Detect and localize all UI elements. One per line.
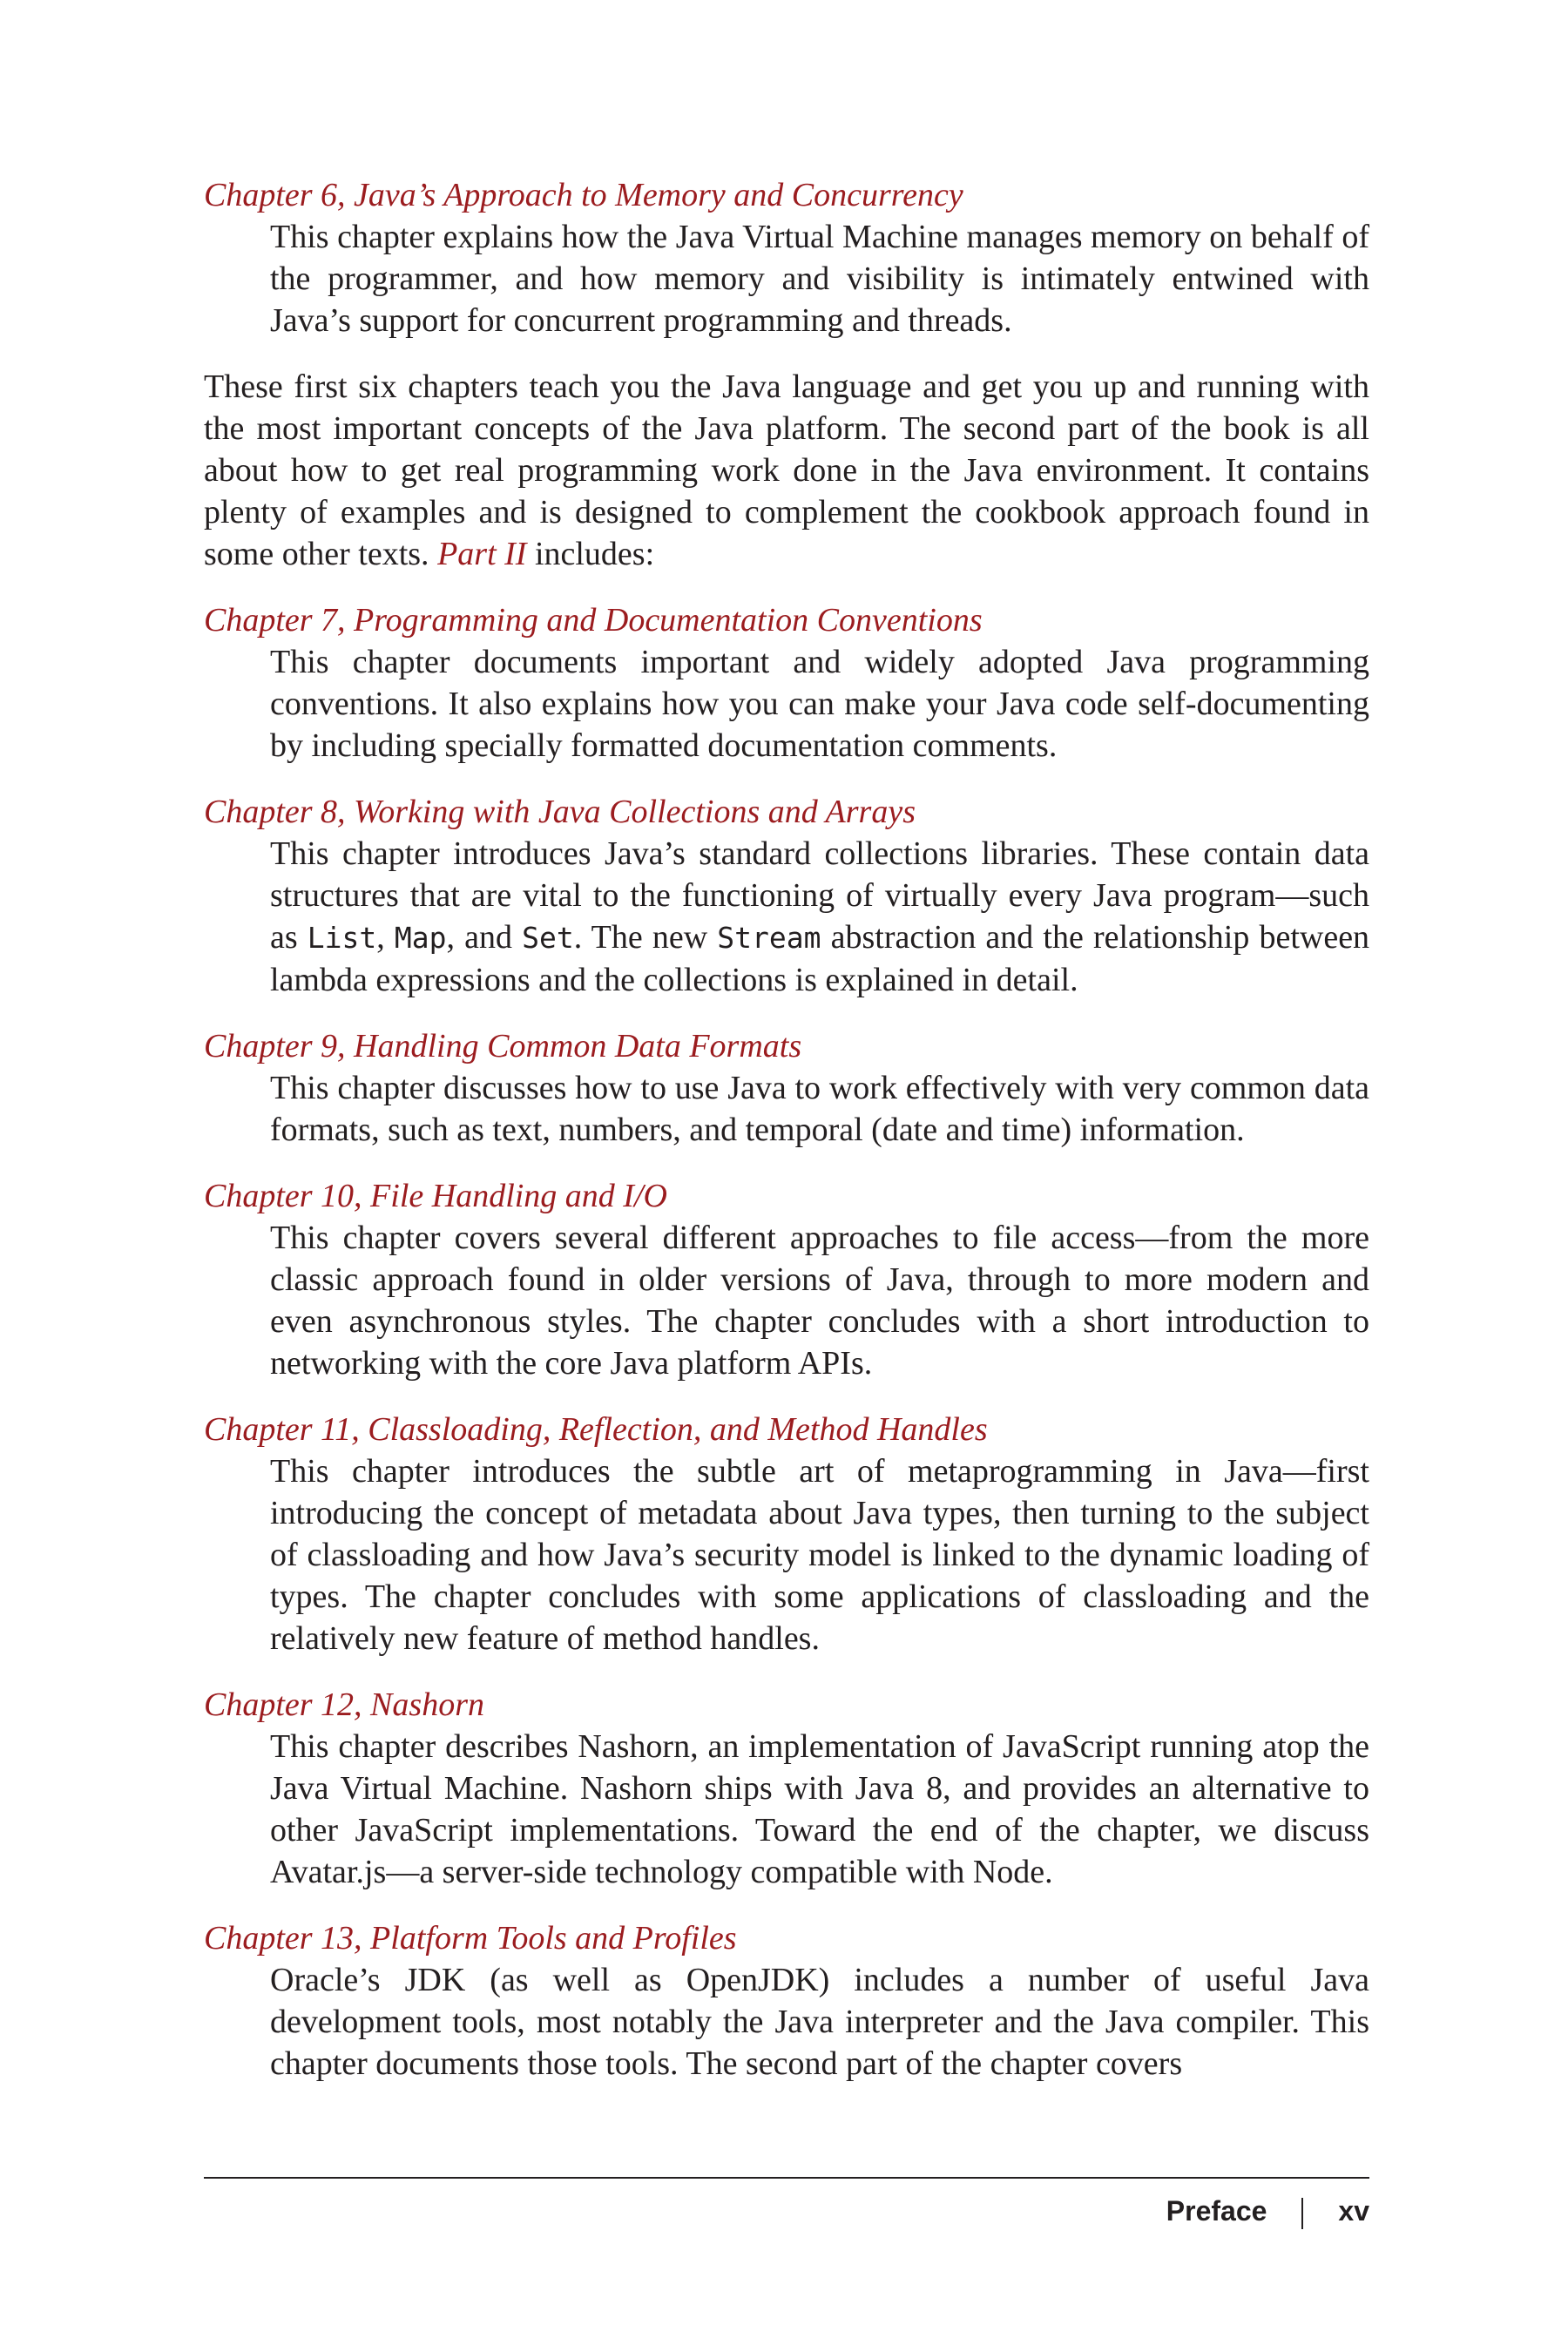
chapter-10-description: This chapter covers several different approaches to file access—from the more classic approach found in older versions of Java, through to more modern and even asynchronous styles. The chapter concludes with a short introduction to networking with the core Java platform APIs. <box>270 1220 1369 1382</box>
intro-paragraph <box>204 366 1369 575</box>
footer-section: Preface <box>1166 2195 1267 2227</box>
intro-tail: includes: <box>534 536 655 572</box>
chapter-8-description <box>270 833 1369 1001</box>
chapter-13-description: Oracle’s JDK (as well as OpenJDK) includes a number of useful Java development tools, most notably the Java interpreter and the Java compiler. This chapter documents those tools. The second part of the chapter covers <box>270 1962 1369 2082</box>
footer-separator <box>1301 2198 1303 2229</box>
code-list: List <box>307 921 377 955</box>
chapter-11-title[interactable]: Chapter 11, Classloading, Reflection, and Method Handles <box>204 1411 988 1448</box>
chapter-9-description: This chapter discusses how to use Java to work effectively with very common data formats, such as text, numbers, and temporal (date and time) information. <box>270 1070 1369 1148</box>
chapter-6-title[interactable]: Chapter 6, Java’s Approach to Memory and Concurrency <box>204 177 963 213</box>
chapter-8-sep1: , <box>376 919 385 956</box>
chapter-7-title[interactable]: Chapter 7, Programming and Documentation Conventions <box>204 602 983 639</box>
chapter-13-title[interactable]: Chapter 13, Platform Tools and Profiles <box>204 1920 737 1957</box>
code-map: Map <box>394 921 447 955</box>
chapter-8-desc-c: abstraction and the relationship between lambda expressions and the collections is explained in detail. <box>270 919 1370 998</box>
chapter-7-description: This chapter documents important and widely adopted Java programming conventions. It also explains how you can make your Java code self-documenting by including specially formatted documentation comments. <box>270 644 1369 764</box>
chapter-10-title[interactable]: Chapter 10, File Handling and I/O <box>204 1178 667 1214</box>
part-ii-link[interactable]: Part II <box>437 536 527 572</box>
chapter-9-title[interactable]: Chapter 9, Handling Common Data Formats <box>204 1028 802 1064</box>
intro-text: These first six chapters teach you the Java language and get you up and running with the most important concepts of the Java platform. The second part of the book is all about how to get real programming work done in the Java environment. It contains plenty of examples and is designed to complement the cookbook approach found in some other texts. <box>204 368 1369 572</box>
chapter-8-title[interactable]: Chapter 8, Working with Java Collections and Arrays <box>204 794 916 830</box>
chapter-8-sep2: , and <box>446 919 512 956</box>
chapter-12-description: This chapter describes Nashorn, an implementation of JavaScript running atop the Java Virtual Machine. Nashorn ships with Java 8, and provides an alternative to other JavaScript implementations. Toward the end of the chapter, we discuss Avatar.js—a server-side technology compatible with Node. <box>270 1728 1369 1890</box>
page-body <box>204 174 1369 2109</box>
chapter-6-description: This chapter explains how the Java Virtual Machine manages memory on behalf of the programmer, and how memory and visibility is intimately entwined with Java’s support for concurrent programming and threads. <box>270 219 1369 339</box>
footer-page-number: xv <box>1338 2195 1369 2227</box>
chapter-11-description: This chapter introduces the subtle art of metaprogramming in Java—first introducing the concept of metadata about Java types, then turning to the subject of classloading and how Java’s security model is linked to the dynamic loading of types. The chapter concludes with some applications of classloading and the relatively new feature of method handles. <box>270 1453 1369 1657</box>
chapter-12-title[interactable]: Chapter 12, Nashorn <box>204 1686 484 1723</box>
code-stream: Stream <box>717 921 821 955</box>
footer-rule <box>204 2177 1369 2179</box>
code-set: Set <box>522 921 574 955</box>
page-footer <box>204 2192 1369 2230</box>
chapter-8-desc-a: This chapter introduces Java’s standard collections libraries. These contain data structures that are vital to the functioning of virtually every Java program—such as <box>270 835 1369 956</box>
chapter-8-desc-b: . The new <box>573 919 708 956</box>
